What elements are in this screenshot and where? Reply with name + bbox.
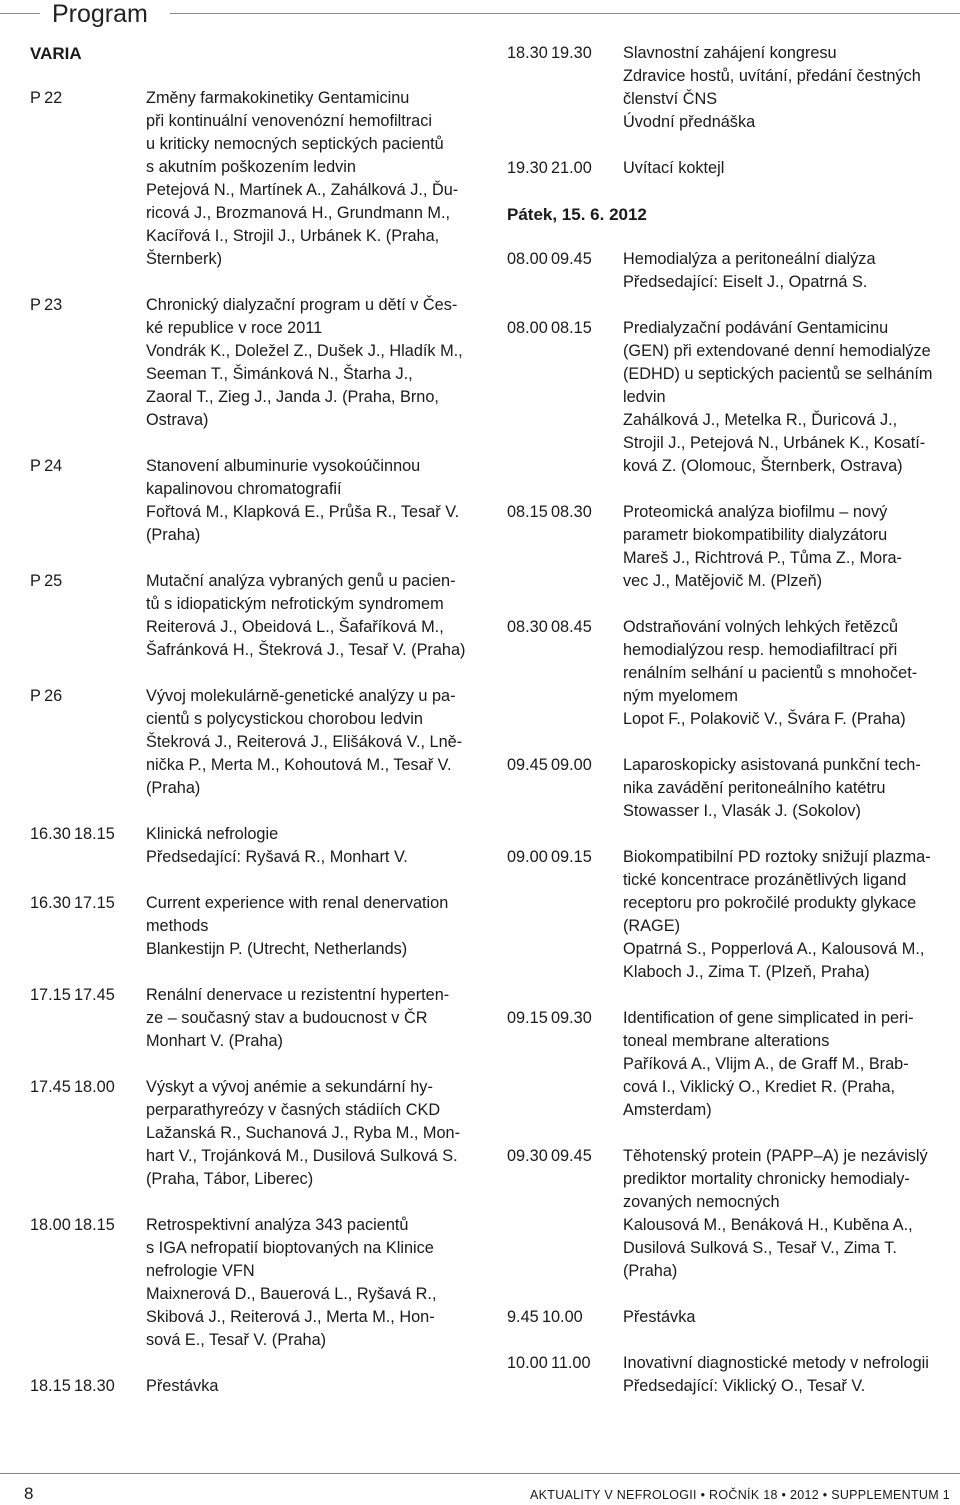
session-entry [507,846,960,984]
session-entry-text [146,892,482,961]
session-list-evening [507,42,960,180]
session-entry-line: zovaných nemocných [623,1193,780,1211]
session-entry-line: Renální denervace u rezistentní hyperten- [146,986,450,1004]
poster-entry [30,294,482,432]
page-number: 8 [24,1484,34,1503]
session-entry-time: 18.15 18.30 [30,1377,115,1395]
session-entry [30,1076,482,1191]
session-entry [507,1145,960,1283]
poster-entry-line: cientů s polycystickou chorobou ledvin [146,710,423,728]
session-entry-text [146,984,482,1053]
session-entry-text [146,1076,482,1191]
session-entry-line: ným myelomem [623,687,738,705]
session-entry-line: Blankestijn P. (Utrecht, Netherlands) [146,940,408,958]
session-entry-line: Slavnostní zahájení kongresu [623,44,837,62]
session-entry-line: ková Z. (Olomouc, Šternberk, Ostrava) [623,457,903,475]
session-entry-line: Paříková A., Vlijm A., de Graff M., Brab- [623,1055,909,1073]
session-list [30,823,482,1398]
session-entry-line: Maixnerová D., Bauerová L., Ryšavá R., [146,1285,437,1303]
poster-entry-line: kapalinovou chromatografií [146,480,342,498]
poster-entry-time: P 22 [30,89,63,107]
session-entry-line: Skibová J., Reiterová J., Merta M., Hon- [146,1308,435,1326]
poster-entry-line: u kriticky nemocných septických pacientů [146,135,444,153]
session-entry-line: Laparoskopicky asistovaná punkční tech- [623,756,921,774]
session-entry-line: (Praha) [623,1262,678,1280]
poster-entry-line: s akutním poškozením ledvin [146,158,356,176]
session-entry-line: členství ČNS [623,90,718,108]
poster-entry-line: (Praha) [146,779,201,797]
session-entry-time: 19.30 21.00 [507,159,592,177]
poster-entry-line: Chronický dialyzační program u dětí v Čes- [146,296,458,314]
session-entry-line: Biokompatibilní PD roztoky snižují plazma- [623,848,931,866]
session-entry [507,248,960,294]
session-entry-line: toneal membrane alterations [623,1032,830,1050]
session-entry-text [623,616,960,731]
session-entry-line: Úvodní přednáška [623,113,756,131]
session-entry-text [623,501,960,593]
left-column [30,42,482,1421]
session-entry-text [623,317,960,478]
session-entry-line: Hemodialýza a peritoneální dialýza [623,250,876,268]
session-entry-line: Opatrná S., Popperlová A., Kalousová M., [623,940,925,958]
session-entry-line: Inovativní diagnostické metody v nefrologii [623,1354,929,1372]
poster-entry-line: Šafránková H., Štekrová J., Tesař V. (Praha) [146,641,466,659]
session-entry [30,984,482,1053]
poster-entry-line: Seeman T., Šimánková N., Štarha J., [146,365,413,383]
session-entry-line: (EDHD) u septických pacientů se selháním [623,365,933,383]
session-entry-line: hart V., Trojánková M., Dusilová Sulková S. [146,1147,458,1165]
session-entry-line: sová E., Tesař V. (Praha) [146,1331,327,1349]
session-entry-text [623,846,960,984]
poster-entry-text [146,685,482,800]
session-entry-line: Identification of gene simplicated in peri- [623,1009,914,1027]
session-entry-line: Výskyt a vývoj anémie a sekundární hy- [146,1078,433,1096]
session-entry-line: Klinická nefrologie [146,825,279,843]
session-entry-text [623,1306,960,1329]
session-entry-line: tické koncentrace prozánětlivých ligand [623,871,907,889]
session-entry-line: Klaboch J., Zima T. (Plzeň, Praha) [623,963,870,981]
poster-entry-line: Stanovení albuminurie vysokoúčinnou [146,457,421,475]
poster-entry-text [146,294,482,432]
session-entry-line: cová I., Viklický O., Krediet R. (Praha, [623,1078,896,1096]
header-rule-left [0,13,40,14]
session-entry-line: parametr biokompatibility dialyzátoru [623,526,888,544]
session-entry [507,501,960,593]
session-entry [30,892,482,961]
session-entry-line: Uvítací koktejl [623,159,725,177]
session-entry-time: 09.15 09.30 [507,1009,592,1027]
poster-entry-text [146,570,482,662]
poster-entry-line: Šternberk) [146,250,223,268]
session-entry-text [146,823,482,869]
day-heading: Pátek, 15. 6. 2012 [507,205,647,224]
session-entry-line: Zahálková J., Metelka R., Ďuricová J., [623,411,898,429]
session-entry-line: Lažanská R., Suchanová J., Ryba M., Mon- [146,1124,461,1142]
session-entry-line: ledvin [623,388,666,406]
session-entry-line: Předsedající: Ryšavá R., Monhart V. [146,848,408,866]
poster-entry-time: P 25 [30,572,63,590]
session-entry-line: Těhotenský protein (PAPP–A) je nezávislý [623,1147,928,1165]
session-entry-time: 08.00 08.15 [507,319,592,337]
session-entry-text [623,754,960,823]
session-entry-text [623,157,960,180]
session-entry-line: (RAGE) [623,917,680,935]
poster-entry-line: Petejová N., Martínek A., Zahálková J., Ďu- [146,181,459,199]
session-entry-line: ze – současný stav a budoucnost v ČR [146,1009,428,1027]
session-entry-text [623,42,960,134]
session-entry [30,1375,482,1398]
poster-entry [30,570,482,662]
session-entry-time: 16.30 18.15 [30,825,115,843]
session-entry-time: 08.30 08.45 [507,618,592,636]
session-entry-line: Přestávka [146,1377,219,1395]
session-entry-time: 17.15 17.45 [30,986,115,1004]
session-entry-line: Předsedající: Eiselt J., Opatrná S. [623,273,868,291]
session-entry-line: methods [146,917,209,935]
session-entry [507,1352,960,1398]
session-entry-line: hemodialýzou resp. hemodiafiltrací při [623,641,898,659]
session-entry-line: Kalousová M., Benáková H., Kuběna A., [623,1216,913,1234]
poster-entry-line: ké republice v roce 2011 [146,319,323,337]
session-entry-line: Mareš J., Richtrová P., Tůma Z., Mora- [623,549,902,567]
session-entry-line: vec J., Matějovič M. (Plzeň) [623,572,823,590]
right-column [507,42,960,1421]
section-title: VARIA [30,44,82,63]
session-entry-line: Current experience with renal denervation [146,894,449,912]
session-entry-time: 18.30 19.30 [507,44,592,62]
session-entry [507,157,960,180]
session-entry-line: Předsedající: Viklický O., Tesař V. [623,1377,866,1395]
session-entry-time: 18.00 18.15 [30,1216,115,1234]
session-entry-text [623,1007,960,1122]
session-entry-line: (Praha, Tábor, Liberec) [146,1170,314,1188]
session-entry-line: renálním selhání u pacientů s mnohočet- [623,664,918,682]
session-entry-text [623,248,960,294]
session-entry-line: perparathyreózy v časných stádiích CKD [146,1101,441,1119]
poster-entry-line: Zaoral T., Zieg J., Janda J. (Praha, Brno, [146,388,439,406]
poster-entry-line: Kacířová I., Strojil J., Urbánek K. (Praha, [146,227,440,245]
poster-entry-time: P 24 [30,457,63,475]
poster-entry-text [146,455,482,547]
poster-entry [30,455,482,547]
session-entry-line: Lopot F., Polakovič V., Švára F. (Praha) [623,710,906,728]
poster-list [30,87,482,800]
poster-entry-line: tů s idiopatickým nefrotickým syndromem [146,595,444,613]
session-entry [507,317,960,478]
session-entry [507,1007,960,1122]
session-entry-time: 09.30 09.45 [507,1147,592,1165]
session-entry-time: 9.45 10.00 [507,1308,583,1326]
session-entry [30,823,482,869]
session-entry-line: prediktor mortality chronicky hemodialy- [623,1170,910,1188]
session-entry-line: Monhart V. (Praha) [146,1032,283,1050]
poster-entry-line: Vývoj molekulárně-genetické analýzy u pa- [146,687,456,705]
session-entry-time: 10.00 11.00 [507,1354,591,1372]
session-entry-line: Dusilová Sulková S., Tesař V., Zima T. [623,1239,897,1257]
session-entry-line: Proteomická analýza biofilmu – nový [623,503,888,521]
session-entry-time: 09.00 09.15 [507,848,592,866]
session-entry-line: s IGA nefropatií bioptovaných na Klinice [146,1239,434,1257]
session-entry [507,42,960,134]
session-entry-line: nika zavádění peritoneálního katétru [623,779,886,797]
session-entry-line: Stowasser I., Vlasák J. (Sokolov) [623,802,861,820]
session-list-friday [507,248,960,1398]
session-entry-text [623,1145,960,1283]
session-entry-line: nefrologie VFN [146,1262,255,1280]
poster-entry-line: (Praha) [146,526,201,544]
journal-name: AKTUALITY V NEFROLOGII • ROČNÍK 18 • 2012 • SUPPLEMENTUM 1 [530,1488,950,1502]
session-entry [30,1214,482,1352]
session-entry-text [146,1214,482,1352]
session-entry-time: 17.45 18.00 [30,1078,115,1096]
session-entry-line: (GEN) při extendované denní hemodialýze [623,342,931,360]
poster-entry-line: Reiterová J., Obeidová L., Šafaříková M., [146,618,444,636]
session-entry-text [623,1352,960,1398]
poster-entry-line: Vondrák K., Doležel Z., Dušek J., Hladík M., [146,342,463,360]
poster-entry-line: Změny farmakokinetiky Gentamicinu [146,89,410,107]
poster-entry-line: při kontinuální venovenózní hemofiltraci [146,112,432,130]
poster-entry-text [146,87,482,271]
poster-entry-line: Štekrová J., Reiterová J., Elišáková V., Lně- [146,733,463,751]
poster-entry-line: Mutační analýza vybraných genů u pacien- [146,572,456,590]
poster-entry-line: ricová J., Brozmanová H., Grundmann M., [146,204,451,222]
session-entry-line: Přestávka [623,1308,696,1326]
poster-entry-line: Fořtová M., Klapková E., Průša R., Tesař V. [146,503,460,521]
session-entry-time: 16.30 17.15 [30,894,115,912]
page-title: Program [52,0,148,28]
session-entry [507,1306,960,1329]
footer-rule [0,1473,960,1474]
poster-entry [30,87,482,271]
session-entry-line: Amsterdam) [623,1101,712,1119]
session-entry [507,616,960,731]
poster-entry-line: nička P., Merta M., Kohoutová M., Tesař V. [146,756,452,774]
session-entry-line: Predialyzační podávání Gentamicinu [623,319,889,337]
poster-entry-line: Ostrava) [146,411,209,429]
session-entry-line: Strojil J., Petejová N., Urbánek K., Kosatí- [623,434,926,452]
session-entry-time: 09.45 09.00 [507,756,592,774]
session-entry-time: 08.15 08.30 [507,503,592,521]
poster-entry-time: P 23 [30,296,63,314]
session-entry-line: receptoru pro pokročilé produkty glykace [623,894,917,912]
poster-entry-time: P 26 [30,687,63,705]
session-entry-line: Retrospektivní analýza 343 pacientů [146,1216,409,1234]
poster-entry [30,685,482,800]
session-entry-line: Odstraňování volných lehkých řetězců [623,618,899,636]
session-entry-time: 08.00 09.45 [507,250,592,268]
session-entry [507,754,960,823]
session-entry-line: Zdravice hostů, uvítání, předání čestných [623,67,921,85]
header-rule-right [170,13,960,14]
session-entry-text [146,1375,482,1398]
